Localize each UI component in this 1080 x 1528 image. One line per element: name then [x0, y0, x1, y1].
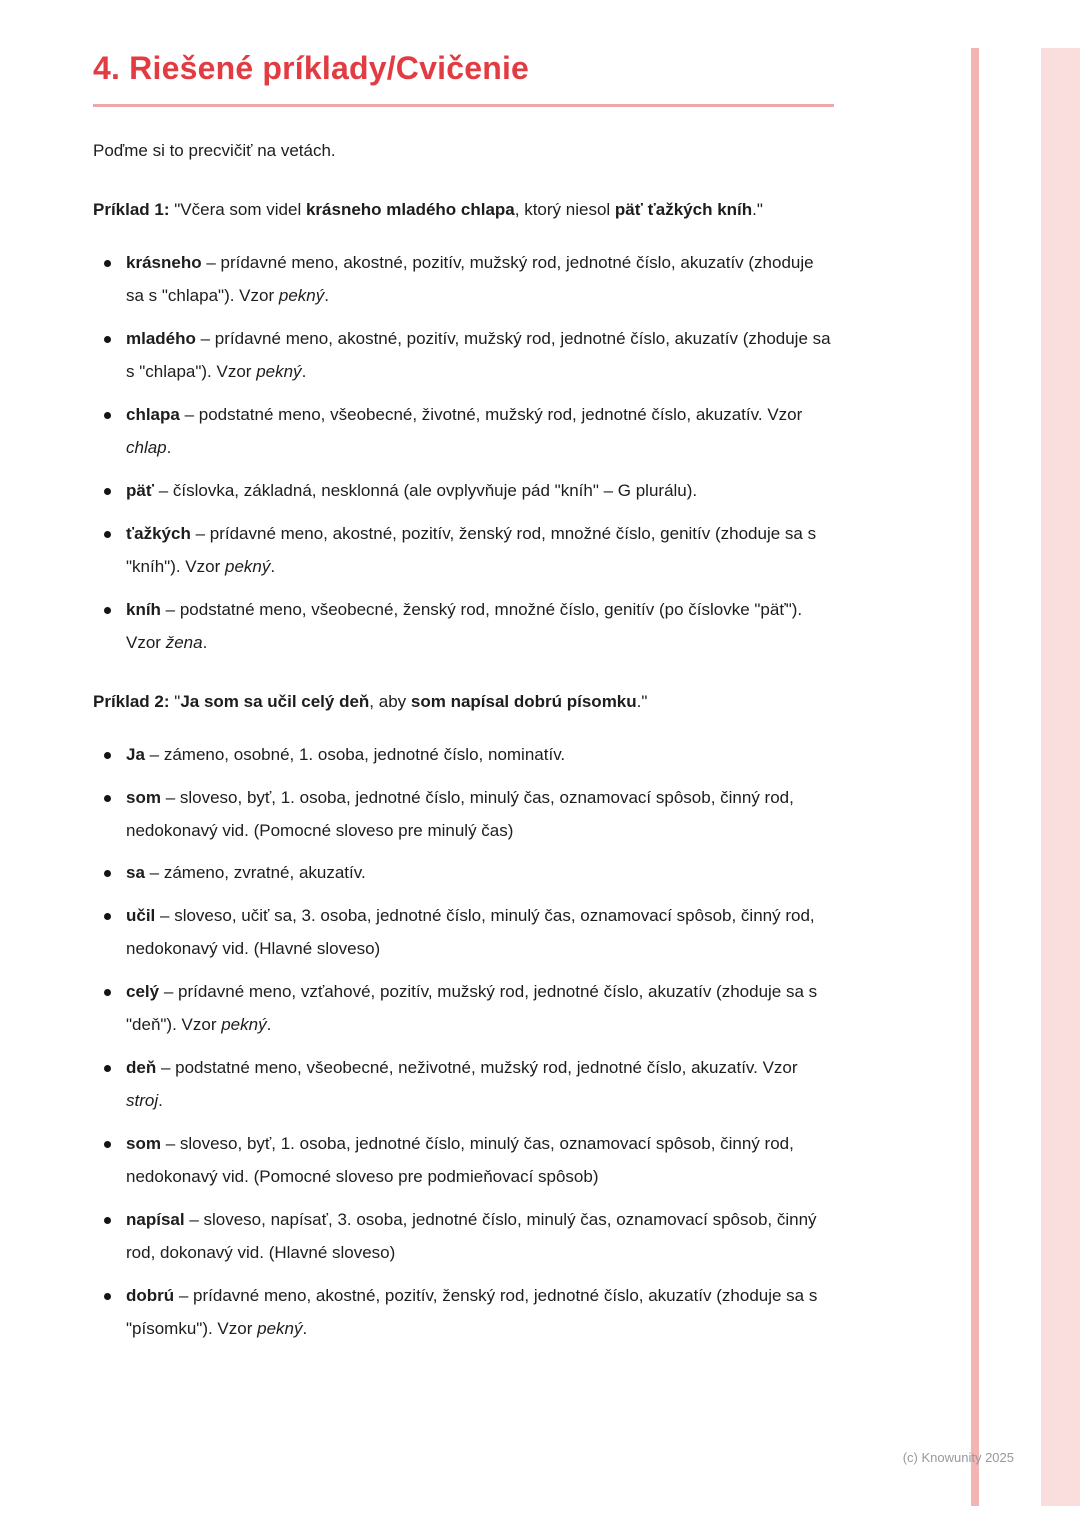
term-bold: Ja som sa učil celý deň	[180, 691, 370, 711]
term-bold: dobrú	[126, 1286, 175, 1306]
text-run: – prídavné meno, vzťahové, pozitív, mužský rod, jednotné číslo, akuzatív (zhoduje sa s "deň"). Vzor	[126, 982, 818, 1035]
analysis-list-item	[93, 594, 834, 660]
example-section	[93, 194, 834, 660]
analysis-item-text	[126, 524, 816, 576]
text-run: – číslovka, základná, nesklonná (ale ovplyvňuje pád "kníh" – G plurálu).	[153, 480, 698, 500]
analysis-list-item	[93, 857, 834, 890]
bullet-icon	[104, 412, 111, 419]
bullet-icon	[104, 260, 111, 267]
intro-text: Poďme si to precvičiť na vetách.	[93, 141, 336, 160]
bullet-icon	[104, 531, 111, 538]
analysis-item-text	[126, 906, 815, 958]
analysis-item-text	[126, 863, 366, 882]
text-run: , aby	[369, 691, 411, 711]
analysis-list-item	[93, 900, 834, 966]
pattern-italic: pekný	[257, 1319, 303, 1339]
example-heading	[93, 686, 834, 719]
text-run: – podstatné meno, všeobecné, životné, mužský rod, jednotné číslo, akuzatív. Vzor	[179, 404, 803, 424]
text-run: – sloveso, napísať, 3. osoba, jednotné číslo, minulý čas, oznamovací spôsob, činný rod, dokonavý vid. (Hlavné sloveso)	[126, 1210, 817, 1263]
analysis-item-text	[126, 329, 831, 381]
analysis-list-item	[93, 782, 834, 848]
term-bold: mladého	[126, 328, 196, 348]
text-run: ."	[636, 691, 648, 711]
bullet-icon	[104, 913, 111, 920]
analysis-list-item	[93, 1280, 834, 1346]
bullet-icon	[104, 1141, 111, 1148]
text-run: .	[270, 556, 276, 576]
term-bold: som	[126, 1134, 161, 1154]
analysis-item-text	[126, 1286, 817, 1338]
term-bold: deň	[126, 1058, 157, 1078]
text-run: – prídavné meno, akostné, pozitív, mužský rod, jednotné číslo, akuzatív (zhoduje sa s "chlapa"). Vzor	[126, 328, 831, 381]
pattern-italic: pekný	[225, 556, 271, 576]
bullet-icon	[104, 795, 111, 802]
analysis-list-item	[93, 1052, 834, 1118]
pattern-italic: pekný	[256, 361, 302, 381]
example-section	[93, 686, 834, 1346]
analysis-item-text	[126, 253, 814, 305]
text-run: .	[301, 361, 307, 381]
text-run: .	[266, 1015, 272, 1035]
term-bold: päť ťažkých kníh	[614, 199, 753, 219]
text-run: – prídavné meno, akostné, pozitív, mužský rod, jednotné číslo, akuzatív (zhoduje sa s "chlapa"). Vzor	[126, 252, 814, 305]
copyright-text: (c) Knowunity 2025	[902, 1450, 1014, 1465]
text-run: – zámeno, zvratné, akuzatív.	[144, 863, 366, 883]
analysis-item-text	[126, 982, 817, 1034]
pattern-italic: stroj	[126, 1091, 159, 1111]
term-bold: ťažkých	[126, 523, 191, 543]
term-bold: päť	[126, 480, 154, 500]
analysis-list-item	[93, 475, 834, 508]
bullet-icon	[104, 1217, 111, 1224]
term-bold: celý	[126, 982, 160, 1002]
page-title: 4. Riešené príklady/Cvičenie	[93, 50, 530, 86]
analysis-item-text	[126, 1134, 794, 1186]
bullet-icon	[104, 870, 111, 877]
text-run: – zámeno, osobné, 1. osoba, jednotné číslo, nominatív.	[144, 744, 566, 764]
pattern-italic: pekný	[221, 1015, 267, 1035]
analysis-item-text	[126, 481, 697, 500]
analysis-list-item	[93, 323, 834, 389]
document-content	[93, 50, 834, 1356]
term-bold: Príklad 1:	[93, 199, 170, 219]
term-bold: chlapa	[126, 404, 180, 424]
text-run: .	[166, 437, 172, 457]
analysis-item-text	[126, 745, 565, 764]
term-bold: som napísal dobrú písomku	[410, 691, 637, 711]
term-bold: Príklad 2:	[93, 691, 170, 711]
text-run: .	[324, 285, 329, 305]
analysis-list-item	[93, 399, 834, 465]
text-run: "	[169, 691, 181, 711]
analysis-item-text	[126, 1058, 798, 1110]
term-bold: učil	[126, 906, 156, 926]
text-run: ."	[752, 199, 763, 219]
term-bold: krásneho mladého chlapa	[305, 199, 515, 219]
text-run: , ktorý niesol	[514, 199, 615, 219]
analysis-list-item	[93, 739, 834, 772]
text-run: – podstatné meno, všeobecné, neživotné, mužský rod, jednotné číslo, akuzatív. Vzor	[156, 1058, 798, 1078]
term-bold: napísal	[126, 1210, 185, 1230]
term-bold: Ja	[126, 744, 145, 764]
bullet-icon	[104, 989, 111, 996]
text-run: – podstatné meno, všeobecné, ženský rod, množné číslo, genitív (po číslovke "päť"). Vzor	[126, 599, 803, 652]
pattern-italic: chlap	[126, 437, 167, 457]
examples-container	[93, 194, 834, 1346]
pattern-italic: pekný	[278, 285, 325, 305]
bullet-icon	[104, 607, 111, 614]
bullet-icon	[104, 1065, 111, 1072]
text-run: – sloveso, byť, 1. osoba, jednotné číslo, minulý čas, oznamovací spôsob, činný rod, nedokonavý vid. (Pomocné sloveso pre minulý čas)	[126, 787, 794, 840]
analysis-list-item	[93, 976, 834, 1042]
analysis-item-text	[126, 600, 802, 652]
page-edge-band	[1041, 48, 1080, 1506]
analysis-item-text	[126, 405, 802, 457]
analysis-list-item	[93, 1128, 834, 1194]
bullet-icon	[104, 336, 111, 343]
term-bold: sa	[126, 863, 145, 883]
analysis-item-text	[126, 1210, 817, 1262]
text-run: – prídavné meno, akostné, pozitív, ženský rod, jednotné číslo, akuzatív (zhoduje sa s "písomku"). Vzor	[126, 1286, 818, 1339]
analysis-list-item	[93, 247, 834, 313]
text-run: .	[158, 1091, 163, 1111]
bullet-icon	[104, 752, 111, 759]
analysis-list-item	[93, 1204, 834, 1270]
text-run: – sloveso, byť, 1. osoba, jednotné číslo, minulý čas, oznamovací spôsob, činný rod, nedokonavý vid. (Pomocné sloveso pre podmieňovací spôsob)	[126, 1134, 794, 1187]
bullet-icon	[104, 488, 111, 495]
example-heading	[93, 194, 834, 227]
text-run: – sloveso, učiť sa, 3. osoba, jednotné číslo, minulý čas, oznamovací spôsob, činný rod, nedokonavý vid. (Hlavné sloveso)	[126, 906, 815, 959]
analysis-list	[93, 247, 834, 660]
term-bold: som	[126, 787, 161, 807]
term-bold: krásneho	[126, 252, 202, 272]
text-run: – prídavné meno, akostné, pozitív, ženský rod, množné číslo, genitív (zhoduje sa s "kníh"). Vzor	[126, 523, 817, 576]
text-run: .	[302, 1319, 308, 1339]
pattern-italic: žena	[165, 632, 203, 652]
analysis-item-text	[126, 788, 794, 840]
title-underline	[93, 104, 834, 107]
page-edge-accent-line	[971, 48, 979, 1506]
term-bold: kníh	[126, 599, 161, 619]
bullet-icon	[104, 1293, 111, 1300]
analysis-list	[93, 739, 834, 1347]
text-run: .	[202, 632, 208, 652]
analysis-list-item	[93, 518, 834, 584]
text-run: "Včera som videl	[169, 199, 306, 219]
